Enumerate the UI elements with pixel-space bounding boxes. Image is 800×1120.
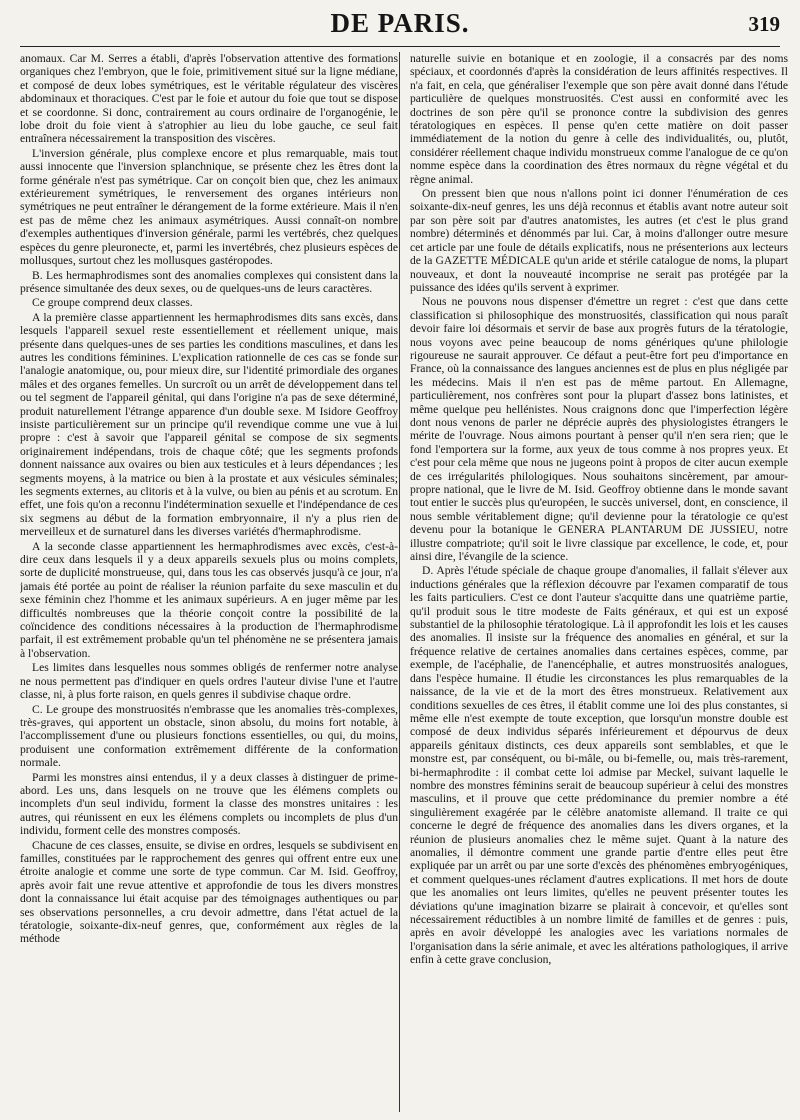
right-column bbox=[410, 52, 788, 1114]
paragraph: C. Le groupe des monstruosités n'embrasse que les anomalies très-complexes, très-graves, qui apportent un obstacle, sinon absolu, du moins fort notable, à l'accomplissement d'une ou plusieurs fonctions essentielles, ou qui, du moins, produisent une conformation extrêmement différente de la conformation normale. bbox=[20, 702, 398, 770]
page-number: 319 bbox=[748, 12, 780, 36]
paragraph: Les limites dans lesquelles nous sommes obligés de renfermer notre analyse ne nous permettent pas d'indiquer en quels ordres l'auteur divise l'une et l'autre classe, ni, à plus forte raison, en quels genres il subdivise chaque ordre. bbox=[20, 661, 398, 702]
paragraph: D. Après l'étude spéciale de chaque groupe d'anomalies, il fallait s'élever aux inductions générales que la réflexion découvre par l'examen comparatif de tous les faits particuliers. C'est ce dont l'auteur s'acquitte dans une quatrième partie, qu'il produit sous le titre modeste de Faits généraux, et qui est un exposé substantiel de la philosophie tératologique. Là il approfondit les lois et les causes des anomalies. Il insiste sur la fréquence des anomalies en général, et sur la fréquence relative de certaines anomalies dans certaines espèces, comme, par exemple, de l'acéphalie, de l'anencéphalie, et autres monstruosités analogues, dans l'espèce humaine. Il étudie les circonstances les plus remarquables de la naissance, de la vie et de la mort des êtres monstrueux. Relativement aux conditions sexuelles de ces êtres, il établit comme une loi des plus constantes, si même elle n'est exempte de toute exception, que lorsqu'un monstre double est composé de deux individus séparés inférieurement et dépourvus de deux appareils génitaux distincts, ces deux appareils sont semblables, et que le monstre est, par conséquent, ou bi-mâle, ou bi-femelle, ou, mais très-rarement, bi-hermaphrodite : il combat cette loi admise par Meckel, suivant laquelle le nombre des monstres féminins serait de beaucoup supérieur à celui des monstres masculins, et il prouve que cette prédominance du premier nombre a été singulièrement exagérée par le célèbre anatomiste allemand. Il traite ce qui concerne le degré de fréquence des anomalies dans les divers organes, et la réunion de plusieurs anomalies chez le même sujet. Quant à la nature des anomalies, il démontre comment une grande partie d'entre elles peut être expliquée par un arrêt ou par une sorte d'excès des phénomènes embryogéniques, et comment quelques-unes réclament d'autres explications. Il met hors de doute que les anomalies ont leurs limites, qu'elles ne peuvent présenter toutes les déviations qu'une imagination bizarre se plairait à concevoir, et qu'elles sont nécessairement réductibles à un nombre limité de familles et de genres : puis, après en avoir développé les analogies avec les variations normales de l'organisation dans la série animale, et avec les altérations pathologiques, il arrive enfin à cette grave conclusion, bbox=[410, 564, 788, 967]
paragraph: L'inversion générale, plus complexe encore et plus remarquable, mais tout aussi innocente que l'inversion splanchnique, se présente chez les êtres dont la forme générale n'est pas symétrique. Car on conçoit bien que, chez les animaux extérieurement symétriques, le renversement des organes intérieurs non symétriques ne peut entraîner le dérangement de la forme extérieure. Mais il n'en est pas de même chez les animaux asymétriques. Aussi connaît-on nombre d'exemples authentiques d'inversion générale, parmi les vertébrés, chez quelques espèces du genre pleuronecte, et, parmi les invertébrés, chez plusieurs espèces de mollusques, surtout chez les mollusques gastéropodes. bbox=[20, 146, 398, 268]
paragraph: Parmi les monstres ainsi entendus, il y a deux classes à distinguer de prime-abord. Les uns, dans lesquels on ne trouve que les élémens complets ou incomplets d'un seul individu, forment la classe des monstres unitaires : les autres, qui réunissent en eux les élémens complets ou incomplets de plus d'un individu, forment celle des monstres composés. bbox=[20, 770, 398, 838]
running-title: DE PARIS. bbox=[330, 8, 470, 38]
paragraph: A la seconde classe appartiennent les hermaphrodismes avec excès, c'est-à-dire ceux dans lesquels il y a deux appareils sexuels plus ou moins complets, sorte de duplicité monstrueuse, qui, dans tous les cas observés jusqu'à ce jour, n'a jamais été portée au point de réaliser la réunion parfaite du sexe masculin et du sexe féminin chez l'homme et les animaux supérieurs. A en juger même par les difficultés nombreuses que la théorie conçoit contre la possibilité de la coïncidence des conditions nécessaires à la production de l'hermaphrodisme parfait, il est extrêmement probable qu'un tel phénomène ne se présentera jamais à l'observation. bbox=[20, 539, 398, 660]
column-divider bbox=[399, 52, 400, 1112]
paragraph: B. Les hermaphrodismes sont des anomalies complexes qui consistent dans la présence simultanée des deux sexes, ou de quelques-uns de leurs caractères. bbox=[20, 268, 398, 295]
paragraph: Nous ne pouvons nous dispenser d'émettre un regret : c'est que dans cette classification si philosophique des monstruosités, classification qui nous paraît devoir faire loi désormais et servir de base aux progrès futurs de la tératologie, nous voyons avec peine beaucoup de noms génériques qu'une philologie rigoureuse ne saurait approuver. Ce défaut a peut-être fort peu d'importance en France, où la connaissance des langues anciennes est de plus en plus négligée par les médecins. Mais il n'en est pas de même partout. En Allemagne, particulièrement, nos confrères sont pour la plupart d'assez bons latinistes, et même quelque peu hellénistes. Nous craignons donc que l'imperfection légère dont nous venons de parler ne déprécie auprès des physiologistes étrangers le mérite de l'ouvrage. Nous aimons pourtant à penser qu'il n'en sera rien; que le fond l'emportera sur la forme, aux yeux de tous comme à nos propres yeux. Et c'est pour cela même que nous ne jugeons point à propos de citer aucun exemple de ces irrégularités philologiques. Nous souhaitons sincèrement, par amour-propre national, que le livre de M. Isid. Geoffroy obtienne dans le monde savant tout entier le succès plus qu'européen, le succès universel, dont, en conscience, il nous semble véritablement digne; qu'il devienne pour la tératologie ce qu'est devenu pour la botanique le GENERA PLANTARUM DE JUSSIEU, notre illustre compatriote; qu'il soit le livre classique par excellence, le code, et, pour ainsi dire, l'évangile de la science. bbox=[410, 295, 788, 564]
paragraph: Chacune de ces classes, ensuite, se divise en ordres, lesquels se subdivisent en familles, constituées par le rapprochement des genres qui offrent entre eux une étroite analogie et comme une sorte de type commun. Car M. Isid. Geoffroy, après avoir fait une revue attentive et approfondie de tous les divers monstres dont la connaissance lui était acquise par des témoignages authentiques ou par ses observations personnelles, a cru devoir admettre, dans l'état actuel de la tératologie, soixante-dix-neuf genres, que, conformément aux règles de la méthode bbox=[20, 838, 398, 946]
paragraph: naturelle suivie en botanique et en zoologie, il a consacrés par des noms spéciaux, et coordonnés d'après la considération de leurs affinités respectives. Il n'a fait, en cela, que généraliser l'exemple que son père avait donné dans l'étude particulière de quelques monstruosités. C'est aussi en conformité avec les doctrines de son père qu'il se prononce contre la subdivision des genres tératologiques en espèces. Il pense qu'en cette matière on doit passer immédiatement de la notion du genre à celle des individualités, ou, plutôt, considérer réellement chaque individu monstrueux comme l'analogue de ce qu'on nomme espèce dans la coordination des êtres normaux du règne végétal et du règne animal. bbox=[410, 52, 788, 186]
paragraph: Ce groupe comprend deux classes. bbox=[32, 296, 193, 310]
paragraph: On pressent bien que nous n'allons point ici donner l'énumération de ces soixante-dix-neuf genres, les uns déjà reconnus et établis avant notre auteur soit par son père soit par d'autres anatomistes, les autres (et c'est le plus grand nombre) déterminés et dénommés par lui. Car, à moins d'allonger outre mesure cet article par une foule de détails explicatifs, nous ne présenterions aux lecteurs de la GAZETTE MÉDICALE qu'un aride et stérile catalogue de noms, la plupart nouveaux, et dont la nouveauté incomprise ne serait pas protégée par la puissance des idées qu'ils servent à exprimer. bbox=[410, 187, 788, 294]
page-header bbox=[20, 6, 780, 47]
paragraph: anomaux. Car M. Serres a établi, d'après l'observation attentive des formations organiques chez l'embryon, que le foie, primitivement situé sur la ligne médiane, et composé de deux lobes symétriques, est le véritable régulateur des viscères abdominaux et thoraciques. C'est par le foie et autour du foie que tout se dispose et se coordonne. Si donc, contrairement au cours ordinaire de l'organogénie, le lobe droit du foie vient à s'atrophier au lieu du lobe gauche, ce seul fait entraînera nécessairement la transposition des viscères. bbox=[20, 52, 398, 146]
paragraph: A la première classe appartiennent les hermaphrodismes dits sans excès, dans lesquels l'appareil sexuel reste essentiellement et réellement unique, mais présente dans quelques-unes de ses parties les conditions masculines, et dans les autres les conditions féminines. L'explication rationnelle de ces cas se fonde sur l'analogie anatomique, ou, pour mieux dire, sur l'identité primordiale des organes mâles et des organes femelles. Un surcroît ou un arrêt de développement dans tel ou tel segment de l'appareil génital, qui dans l'origine n'a pas de sexe déterminé, produit naturellement l'étrange apparence d'un double sexe. M Isidore Geoffroy insiste particulièrement sur un principe qu'il revendique comme une vue à lui propre : c'est à savoir que l'appareil génital se compose de six segments originairement indépendans, trois de chaque côté; que les segments profonds donnent naissance aux ovaires ou bien aux testicules et à leurs dépendances ; les segments moyens, à la matrice ou bien à la prostate et aux vésicules séminales; les segments externes, au clitoris et à la vulve, ou bien au pénis et au scrotum. En effet, une fois qu'on a reconnu l'indétermination sexuelle et l'indépendance de ces six segmens au début de la formation embryonnaire, il n'y a plus rien de merveilleux et de surnaturel dans les diverses variétés d'hermaphrodisme. bbox=[20, 310, 398, 539]
left-column bbox=[20, 52, 398, 1114]
